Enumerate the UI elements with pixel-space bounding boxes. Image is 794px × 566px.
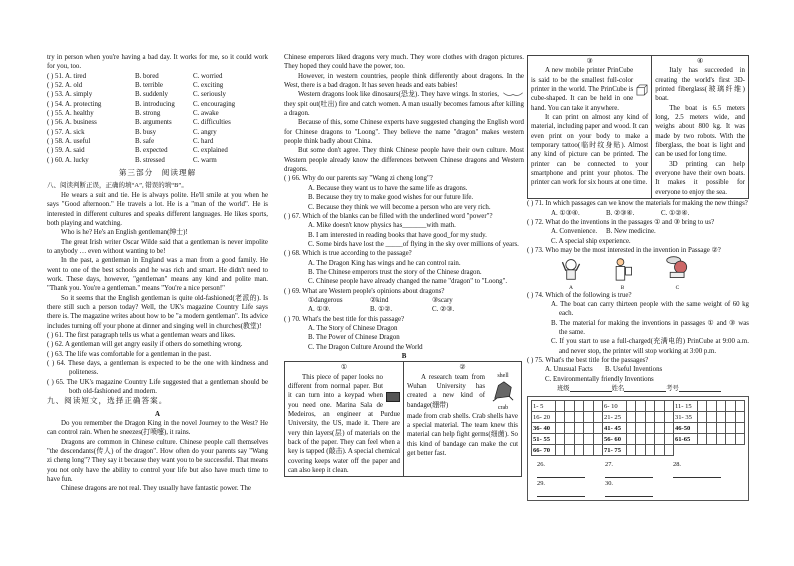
answer-cell[interactable] xyxy=(636,434,645,445)
passage-4-p2: The boat is 6.5 meters long, 2.5 meters wide, and weighs about 800 kg. It was made by two robots. With the fiberglass, the boat is light and can be used for long time. xyxy=(655,104,745,159)
answer-range-label: 21- 25 xyxy=(602,412,626,423)
answer-cell[interactable] xyxy=(574,434,583,445)
passage-3-wrap xyxy=(531,66,648,113)
answer-cell[interactable] xyxy=(655,412,664,423)
answer-cell[interactable] xyxy=(645,401,654,412)
paragraph: However, in western countries, people think differently about dragons. In the West, there is a bad dragon. It has seven heads and eats babies! xyxy=(284,72,524,90)
student-info xyxy=(527,384,749,393)
q71-options xyxy=(527,209,749,218)
choice-row xyxy=(47,81,268,90)
fill-blanks xyxy=(531,459,745,497)
question-69: ( ) 69. What are Western people's opinions about dragons? xyxy=(284,287,445,295)
empty xyxy=(673,445,744,456)
question-71: ( ) 71. In which passages can we know the materials for making the new things? xyxy=(527,200,748,208)
cube-icon xyxy=(636,84,648,96)
blank-28[interactable] xyxy=(673,459,721,478)
choice-row xyxy=(47,146,268,155)
option: B. New medicine. xyxy=(606,228,656,236)
passage-number: ① xyxy=(340,364,348,372)
choice-a: ( ) 53. A. simply xyxy=(47,91,93,99)
answer-cell[interactable] xyxy=(626,434,635,445)
choice-b: B. arguments xyxy=(135,119,172,127)
answer-cell[interactable] xyxy=(655,423,664,434)
blank-30[interactable] xyxy=(605,478,653,497)
answer-cell[interactable] xyxy=(593,445,602,456)
answer-row xyxy=(532,445,745,456)
passage-a-label: A xyxy=(155,410,160,418)
blank-number: 29. xyxy=(537,480,545,488)
paragraph-wrap xyxy=(284,90,524,118)
picture-label: C xyxy=(675,284,680,291)
answer-cell[interactable] xyxy=(655,434,664,445)
left-column xyxy=(47,53,268,494)
name-label: 姓名 xyxy=(611,385,625,392)
question-62: ( ) 62. A gentleman will get angry easily if others do something wrong. xyxy=(47,341,243,349)
answer-cell[interactable] xyxy=(626,423,635,434)
blank-number: 30. xyxy=(605,480,613,488)
answer-row xyxy=(532,423,745,434)
passage-1-text: This piece of paper looks no different from normal paper. But it can turn into a keypad when you need one. Marina Sala de Medeiros, an engineer at Purdue University, the US, made it. There are very thin layers(层) of materials on the back of the paper. They can feel when a key is tapped (敲击). A special chemical covering keeps water off the paper and can also keep it clean. xyxy=(288,373,400,475)
choice-c: C. awake xyxy=(193,110,219,118)
option: B. The material for making the inventions in passages ① and ③ was the same. xyxy=(551,319,749,336)
section9-title: 九、阅读短文，选择正确答案。 xyxy=(47,396,168,406)
student-icon xyxy=(663,255,693,281)
answer-cell[interactable] xyxy=(593,412,602,423)
passage-1-wrap xyxy=(288,373,400,476)
part-title: 第三部分 阅读理解 xyxy=(118,168,197,178)
choice-b: B. terrible xyxy=(135,82,163,90)
crab-label: crab xyxy=(497,404,509,411)
chef-icon xyxy=(559,257,583,281)
option: C. Some birds have lost the _____of flying in the sky over millions of years. xyxy=(308,240,519,248)
paragraph: Dragons are common in Chinese culture. Chinese people call themselves "the descendants(传人) of the dragon". How often do your parents say "Wang zi cheng long"? They say it because they want you to be successful. That means you not only have the ability to control your life but also have much time to have fun. xyxy=(47,438,268,484)
choice-row xyxy=(47,118,268,127)
answer-cell[interactable] xyxy=(574,412,583,423)
passage-4 xyxy=(651,56,748,198)
answer-cell[interactable] xyxy=(626,401,635,412)
question-65: ( ) 65. The UK's magazine Country Life suggested that a gentleman should be both old-fashioned and modern. xyxy=(47,378,268,396)
blank-26[interactable] xyxy=(537,459,605,478)
question-67: ( ) 67. Which of the blanks can be filled with the underlined word "power"? xyxy=(284,212,493,220)
question-63: ( ) 63. The life was comfortable for a gentleman in the past. xyxy=(47,350,212,358)
question-66: ( ) 66. Why do our parents say "Wang zi cheng long"? xyxy=(284,175,433,183)
passage-2-top xyxy=(407,373,518,412)
answer-cell[interactable] xyxy=(584,445,593,456)
choice-row xyxy=(47,156,268,165)
option: B. ①②. xyxy=(370,306,393,314)
choice-b: B. busy xyxy=(135,128,157,136)
answer-row xyxy=(532,434,745,445)
answer-cell[interactable] xyxy=(626,412,635,423)
question-75: ( ) 75. What's the best title for the passages? xyxy=(527,356,649,364)
answer-cell[interactable] xyxy=(735,401,744,412)
option: A. The boat can carry thirteen people with the same weight of 60 kg each. xyxy=(551,300,749,318)
option: A. Convenience. xyxy=(551,228,598,236)
answer-cell[interactable] xyxy=(584,401,593,412)
paragraph: So it seems that the English gentleman is quite old-fashioned(老派的). Is there still such a person today? Well, the UK's magazine Country Life says there is. The magazine writes about how to be "a modern gentleman". Its advice includes turning off your phone at dinner and singing well in churches(教堂)! xyxy=(47,294,268,330)
blank-27[interactable] xyxy=(605,459,673,478)
option: C. If you start to use a full-charged(充满电的) PrinCube at 9:00 a.m. and never stop, the printer will stop working at 3:00 p.m. xyxy=(551,338,749,355)
answer-cell[interactable] xyxy=(584,412,593,423)
choice-a: ( ) 60. A. lucky xyxy=(47,156,89,164)
class-field[interactable] xyxy=(570,384,612,392)
option: B. Useful Inventions xyxy=(605,366,663,374)
option: B. The Power of Chinese Dragon xyxy=(308,334,400,342)
answer-cell[interactable] xyxy=(697,434,706,445)
answer-range-label: 46-50 xyxy=(673,423,697,434)
option: A. The Story of Chinese Dragon xyxy=(308,324,398,332)
choice-c: C. worried xyxy=(193,72,223,80)
answer-cell[interactable] xyxy=(716,412,725,423)
picture-b xyxy=(595,257,650,290)
choice-b: B. introducing xyxy=(135,100,175,108)
answer-cell[interactable] xyxy=(636,401,645,412)
option: B. ②③④. xyxy=(606,209,635,217)
passage-b-box-1-2 xyxy=(284,361,522,477)
choice-c: C. angry xyxy=(193,128,217,136)
answer-cell[interactable] xyxy=(716,423,725,434)
blank-29[interactable] xyxy=(537,478,605,497)
answer-cell[interactable] xyxy=(645,445,654,456)
passage-3-p2: It can print on almost any kind of material, including paper and wood. It can even print on your body to make a temporary tattoo(临时纹身贴). Almost any kind of picture can be printed. The printer can be connected to your smartphone and print your photos. The printer can work for six hours at one time. xyxy=(531,114,649,187)
paragraph: Chinese emperors liked dragons very much. They wore clothes with dragon pictures. They hoped they could have the power, too. xyxy=(284,54,524,71)
answer-cell[interactable] xyxy=(556,423,565,434)
choice-row xyxy=(47,72,268,81)
question-74: ( ) 74. Which of the following is true? xyxy=(527,291,632,299)
passage-b-label: B xyxy=(401,353,407,360)
choice-a: ( ) 57. A. sick xyxy=(47,128,85,136)
q69-items xyxy=(284,296,524,305)
q72-options xyxy=(527,227,749,236)
paragraph: But some don't agree. They think Chinese people have their own culture. Most Western people already know the differences between Chinese dragons and Western dragons. xyxy=(284,147,524,174)
option: B. I am interested in reading books that have good_for my study. xyxy=(308,231,487,239)
intro-text: try in person when you're having a bad day. It works for me, so it could work for you, too. xyxy=(47,54,268,71)
choice-b: B. stressed xyxy=(135,156,165,164)
paragraph: Chinese dragons are not real. They usually have fantastic power. The xyxy=(61,485,251,493)
answer-range-label: 6- 10 xyxy=(602,401,626,412)
picture-label: B xyxy=(620,284,625,291)
answer-cell[interactable] xyxy=(697,423,706,434)
answer-cell[interactable] xyxy=(636,445,645,456)
option: A. The Dragon King has wings and he can control rain. xyxy=(308,259,461,267)
option: C. Environmentally friendly Inventions xyxy=(545,375,654,383)
option: A. ①③④. xyxy=(551,209,580,217)
answer-cell[interactable] xyxy=(697,412,706,423)
question-72: ( ) 72. What do the inventions in the passages ① and ③ bring to us? xyxy=(527,218,715,226)
answer-cell[interactable] xyxy=(574,401,583,412)
choice-row xyxy=(47,137,268,146)
passage-b-box-3-4 xyxy=(527,55,749,199)
answer-cell[interactable] xyxy=(735,412,744,423)
choice-a: ( ) 58. A. useful xyxy=(47,138,91,146)
answer-range-label: 41- 45 xyxy=(602,423,626,434)
passage-number: ③ xyxy=(586,58,593,65)
answer-row xyxy=(532,401,745,412)
blank-number: 27. xyxy=(605,461,613,469)
passage-4-p3: 3D printing can help everyone have their own boats. It makes it possible for everyone to enjoy the sea. xyxy=(655,160,745,196)
shell-label: shell xyxy=(497,372,509,379)
choice-a: ( ) 59. A. said xyxy=(47,147,85,155)
passage-3 xyxy=(528,56,651,198)
answer-range-label: 36- 40 xyxy=(532,423,556,434)
choice-c: C. exciting xyxy=(193,82,224,90)
answer-cell[interactable] xyxy=(726,401,735,412)
passage-1 xyxy=(285,362,403,476)
option: A. Unusual Facts xyxy=(545,366,593,374)
answer-cell[interactable] xyxy=(655,401,664,412)
answer-cell[interactable] xyxy=(655,445,664,456)
paragraph: Because of this, some Chinese experts have suggested changing the English word for Chinese dragons to "Loong". They believe the name "dragon" makes western people think badly about China. xyxy=(284,119,524,146)
blank-number: 28. xyxy=(673,461,681,469)
answer-cell[interactable] xyxy=(697,401,706,412)
paragraph: The great Irish writer Oscar Wilde said that a gentleman is never impolite to anybody … even without wanting to be! xyxy=(47,238,268,255)
answer-cell[interactable] xyxy=(574,423,583,434)
section8-title: 八、阅读判断正误，正确的填“A”, 错误的填“B”。 xyxy=(47,182,188,190)
choice-row xyxy=(47,100,268,109)
questions-66-68 xyxy=(284,174,524,286)
choice-c: C. seriously xyxy=(193,91,226,99)
answer-range-label: 51- 55 xyxy=(532,434,556,445)
answer-cell[interactable] xyxy=(664,412,673,423)
option: A. ①③. xyxy=(308,306,331,314)
paragraph: Who is he? He's an English gentleman(绅士)! xyxy=(61,229,188,237)
answer-cell[interactable] xyxy=(645,412,654,423)
answer-cell[interactable] xyxy=(664,401,673,412)
answer-cell[interactable] xyxy=(707,401,716,412)
answer-grid xyxy=(531,400,745,456)
answer-sheet xyxy=(527,396,749,501)
answer-cell[interactable] xyxy=(565,434,574,445)
passage-2-text-1: A research team from Wuhan University has created a new kind of bandage(绷带) xyxy=(407,373,485,409)
q69-item: ③scary xyxy=(432,296,453,304)
picture-a xyxy=(547,257,595,290)
option: C. Because they think we will become a person who are very rich. xyxy=(308,203,491,211)
passage-3-p1: A new mobile printer PrinCube is said to be the smallest full-color printer in the world. The PrinCube is cube-shaped. It can be held in one hand. You can take it anywhere. xyxy=(531,67,634,112)
picture-c xyxy=(650,255,705,290)
option: C. ①②④. xyxy=(661,209,690,217)
crab-figure xyxy=(488,373,518,412)
option: C. The Dragon Culture Around the World xyxy=(308,343,423,351)
question-73: ( ) 73. Who may be the most interested in the invention in Passage ②? xyxy=(527,246,721,254)
dragon-wings-icon xyxy=(502,91,524,98)
q69-item: ①dangerous xyxy=(308,296,343,304)
answer-cell[interactable] xyxy=(726,423,735,434)
option: C. Chinese people have already changed the name "dragon" to "Loong". xyxy=(308,278,508,286)
passage-number: ② xyxy=(459,364,466,372)
answer-cell[interactable] xyxy=(636,423,645,434)
question-68: ( ) 68. Which is true according to the passage? xyxy=(284,250,412,258)
choice-a: ( ) 54. A. protecting xyxy=(47,100,102,108)
question-64: ( ) 64. These days, a gentleman is expected to be the one with kindness and politeness. xyxy=(47,360,268,377)
paragraph: Western dragons look like dinosaurs(恐龙). They have wings. In stories, they spit out(吐出) fire and catch women. A man usually becomes famous after killing a dragon. xyxy=(284,91,524,118)
choice-b: B. suddenly xyxy=(135,91,168,99)
passage-4-p1: Italy has succeeded in creating the world's first 3D-printed fiberglass(玻璃纤维) boat. xyxy=(655,67,745,103)
middle-column xyxy=(284,53,524,477)
choice-a: ( ) 52. A. old xyxy=(47,82,83,90)
answer-cell[interactable] xyxy=(593,423,602,434)
answer-cell[interactable] xyxy=(556,445,565,456)
answer-cell[interactable] xyxy=(565,445,574,456)
answer-cell[interactable] xyxy=(556,401,565,412)
choice-b: B. expected xyxy=(135,147,168,155)
choice-a: ( ) 56. A. business xyxy=(47,119,97,127)
answer-range-label: 61-65 xyxy=(673,434,697,445)
answer-cell[interactable] xyxy=(565,401,574,412)
answer-cell[interactable] xyxy=(584,434,593,445)
answer-cell[interactable] xyxy=(735,434,744,445)
question-61: ( ) 61. The first paragraph tells us what a gentleman wears and likes. xyxy=(47,331,236,339)
class-label: 班级 xyxy=(557,385,570,392)
option: A. Mike doesn't know physics has_______with math. xyxy=(308,222,456,230)
answer-cell[interactable] xyxy=(735,423,744,434)
picture-label: A xyxy=(569,284,573,291)
answer-cell[interactable] xyxy=(556,434,565,445)
answer-cell[interactable] xyxy=(707,423,716,434)
q69-options xyxy=(284,305,524,314)
answer-cell[interactable] xyxy=(707,412,716,423)
passage-2 xyxy=(403,362,521,476)
right-column xyxy=(527,55,749,501)
answer-range-label: 31- 35 xyxy=(673,412,697,423)
blank-number: 26. xyxy=(537,461,545,469)
answer-cell[interactable] xyxy=(556,412,565,423)
answer-range-label: 16- 20 xyxy=(532,412,556,423)
answer-cell[interactable] xyxy=(636,412,645,423)
id-field[interactable] xyxy=(679,384,721,392)
answer-cell[interactable] xyxy=(716,401,725,412)
answer-cell[interactable] xyxy=(645,423,654,434)
cloze-choices xyxy=(47,72,268,165)
answer-cell[interactable] xyxy=(565,423,574,434)
answer-cell[interactable] xyxy=(707,434,716,445)
choice-a: ( ) 55. A. healthy xyxy=(47,110,94,118)
paragraph: Do you remember the Dragon King in the novel Journey to the West? He can control rain. When he sneezes(打喷嚏), it rains. xyxy=(47,420,268,437)
option: A. Because they want us to have the same life as dragons. xyxy=(308,184,468,192)
choice-b: B. strong xyxy=(135,110,161,118)
choice-c: C. hard xyxy=(193,138,214,146)
option: C. ②③. xyxy=(432,306,455,314)
answer-range-label: 1- 5 xyxy=(532,401,556,412)
answer-range-label: 11- 15 xyxy=(673,401,697,412)
choice-c: C. explained xyxy=(193,147,228,155)
id-label: 考号 xyxy=(666,385,679,392)
answer-cell[interactable] xyxy=(726,412,735,423)
paragraph: In the past, a gentleman in England was a man from a good family. He went to one of the best schools and he was rich and smart. He didn't need to work. These days, however, "gentleman" means any kind and polite man. "Thank you. You're a gentleman." means "You're a nice person!" xyxy=(47,257,268,293)
q75-options xyxy=(527,365,749,374)
answer-cell[interactable] xyxy=(584,423,593,434)
answer-cell[interactable] xyxy=(664,434,673,445)
crab-icon xyxy=(491,380,515,402)
passage-2-text-2: made from crab shells. Crab shells have a special material. The team knew this material can help fight germs(细菌). So this kind of bandage can make the cut get better fast. xyxy=(407,412,518,458)
question-70: ( ) 70. What's the best title for this passage? xyxy=(284,315,405,323)
answer-cell[interactable] xyxy=(726,434,735,445)
answer-range-label: 71- 75 xyxy=(602,445,626,456)
choice-row xyxy=(47,109,268,118)
option: C. A special ship experience. xyxy=(551,237,631,245)
answer-cell[interactable] xyxy=(645,434,654,445)
answer-cell[interactable] xyxy=(593,434,602,445)
answer-cell[interactable] xyxy=(626,445,635,456)
answer-cell[interactable] xyxy=(664,423,673,434)
choice-c: C. warm xyxy=(193,156,217,164)
choice-b: B. safe xyxy=(135,138,155,146)
answer-row xyxy=(532,412,745,423)
answer-cell[interactable] xyxy=(716,434,725,445)
option: B. Because they try to make good wishes for our future life. xyxy=(308,194,474,202)
answer-range-label: 66- 70 xyxy=(532,445,556,456)
choice-b: B. bored xyxy=(135,72,159,80)
paragraph: He wears a suit and tie. He is always polite. He'll smile at you when he says "Good afternoon." He travels a lot. He is a "man of the world". He is interested in different cultures and speaks different languages. He likes sports, both playing and watching. xyxy=(47,191,268,227)
doctor-icon xyxy=(611,257,635,281)
option: B. The Chinese emperors trust the story of the Chinese dragon. xyxy=(308,268,482,276)
answer-cell[interactable] xyxy=(664,445,673,456)
answer-cell[interactable] xyxy=(593,401,602,412)
answer-cell[interactable] xyxy=(574,445,583,456)
choice-row xyxy=(47,90,268,99)
answer-range-label: 56- 60 xyxy=(602,434,626,445)
keypad-icon xyxy=(386,392,400,402)
q69-item: ②kind xyxy=(370,296,389,304)
q73-pictures xyxy=(527,255,749,290)
name-field[interactable] xyxy=(624,384,666,392)
choice-row xyxy=(47,128,268,137)
choice-a: ( ) 51. A. tired xyxy=(47,72,87,80)
choice-c: C. encouraging xyxy=(193,100,236,108)
answer-cell[interactable] xyxy=(565,412,574,423)
choice-c: C. difficulties xyxy=(193,119,231,127)
passage-number: ④ xyxy=(696,58,704,65)
